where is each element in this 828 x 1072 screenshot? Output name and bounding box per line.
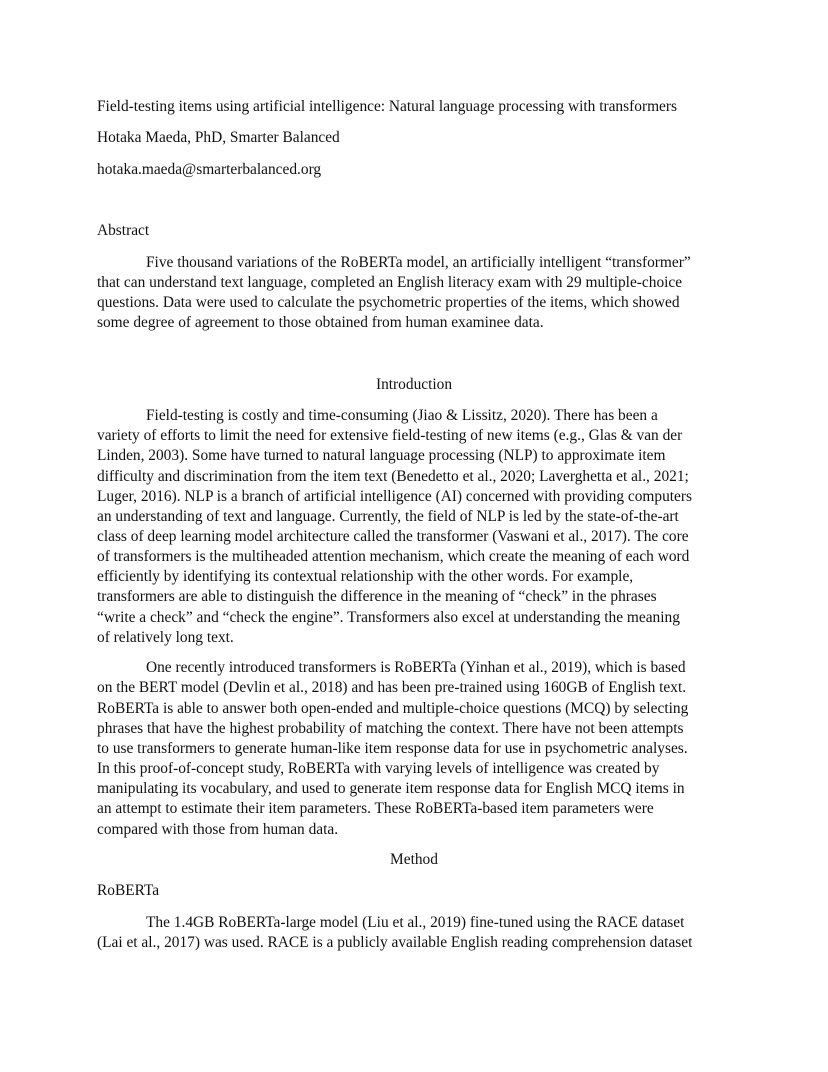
intro-line: an understanding of text and language. Currently, the field of NLP is led by the state-of-the-art <box>97 508 679 525</box>
abstract-line: Five thousand variations of the RoBERTa model, an artificially intelligent “transformer” <box>146 254 691 271</box>
paper-title: Field-testing items using artificial intelligence: Natural language processing with transformers <box>97 98 677 115</box>
intro-line: RoBERTa is able to answer both open-ended and multiple-choice questions (MCQ) by selecting <box>97 700 689 717</box>
method-subheading: RoBERTa <box>97 882 160 899</box>
author-line: Hotaka Maeda, PhD, Smarter Balanced <box>97 129 340 146</box>
intro-line: efficiently by identifying its contextual relationship with the other words. For example, <box>97 568 634 585</box>
method-line: The 1.4GB RoBERTa-large model (Liu et al., 2019) fine-tuned using the RACE dataset <box>146 914 685 931</box>
intro-line: variety of efforts to limit the need for extensive field-testing of new items (e.g., Glas & van der <box>97 427 683 444</box>
intro-line: to use transformers to generate human-like item response data for use in psychometric analyses. <box>97 740 688 757</box>
intro-line: an attempt to estimate their item parameters. These RoBERTa-based item parameters were <box>97 800 654 817</box>
intro-line: One recently introduced transformers is RoBERTa (Yinhan et al., 2019), which is based <box>146 659 686 676</box>
intro-line: phrases that have the highest probability of matching the context. There have not been attempts <box>97 720 684 737</box>
abstract-line: that can understand text language, completed an English literacy exam with 29 multiple-choice <box>97 274 683 291</box>
abstract-line: questions. Data were used to calculate the psychometric properties of the items, which showed <box>97 294 680 311</box>
intro-line: on the BERT model (Devlin et al., 2018) and has been pre-trained using 160GB of English text. <box>97 679 687 696</box>
intro-line: Luger, 2016). NLP is a branch of artificial intelligence (AI) concerned with providing computers <box>97 488 693 505</box>
intro-line: Linden, 2003). Some have turned to natural language processing (NLP) to approximate item <box>97 447 666 464</box>
intro-line: difficulty and discrimination from the item text (Benedetto et al., 2020; Laverghetta et al., 2021; <box>97 468 689 485</box>
method-line: (Lai et al., 2017) was used. RACE is a publicly available English reading comprehension dataset <box>97 934 693 951</box>
intro-line: manipulating its vocabulary, and used to generate item response data for English MCQ items in <box>97 780 685 797</box>
intro-line: In this proof-of-concept study, RoBERTa with varying levels of intelligence was created by <box>97 760 660 777</box>
intro-line: “write a check” and “check the engine”. Transformers also excel at understanding the meaning <box>97 609 680 626</box>
intro-line: of relatively long text. <box>97 629 234 646</box>
method-heading: Method <box>390 851 438 868</box>
intro-line: compared with those from human data. <box>97 821 339 838</box>
introduction-heading: Introduction <box>375 376 453 393</box>
intro-line: transformers are able to distinguish the difference in the meaning of “check” in the phrases <box>97 588 657 605</box>
abstract-line: some degree of agreement to those obtained from human examinee data. <box>97 314 544 331</box>
intro-line: Field-testing is costly and time-consuming (Jiao & Lissitz, 2020). There has been a <box>146 407 658 424</box>
intro-line: class of deep learning model architecture called the transformer (Vaswani et al., 2017). The core <box>97 528 689 545</box>
author-email: hotaka.maeda@smarterbalanced.org <box>97 161 322 178</box>
abstract-heading: Abstract <box>97 222 150 239</box>
intro-line: of transformers is the multiheaded attention mechanism, which create the meaning of each word <box>97 548 690 565</box>
